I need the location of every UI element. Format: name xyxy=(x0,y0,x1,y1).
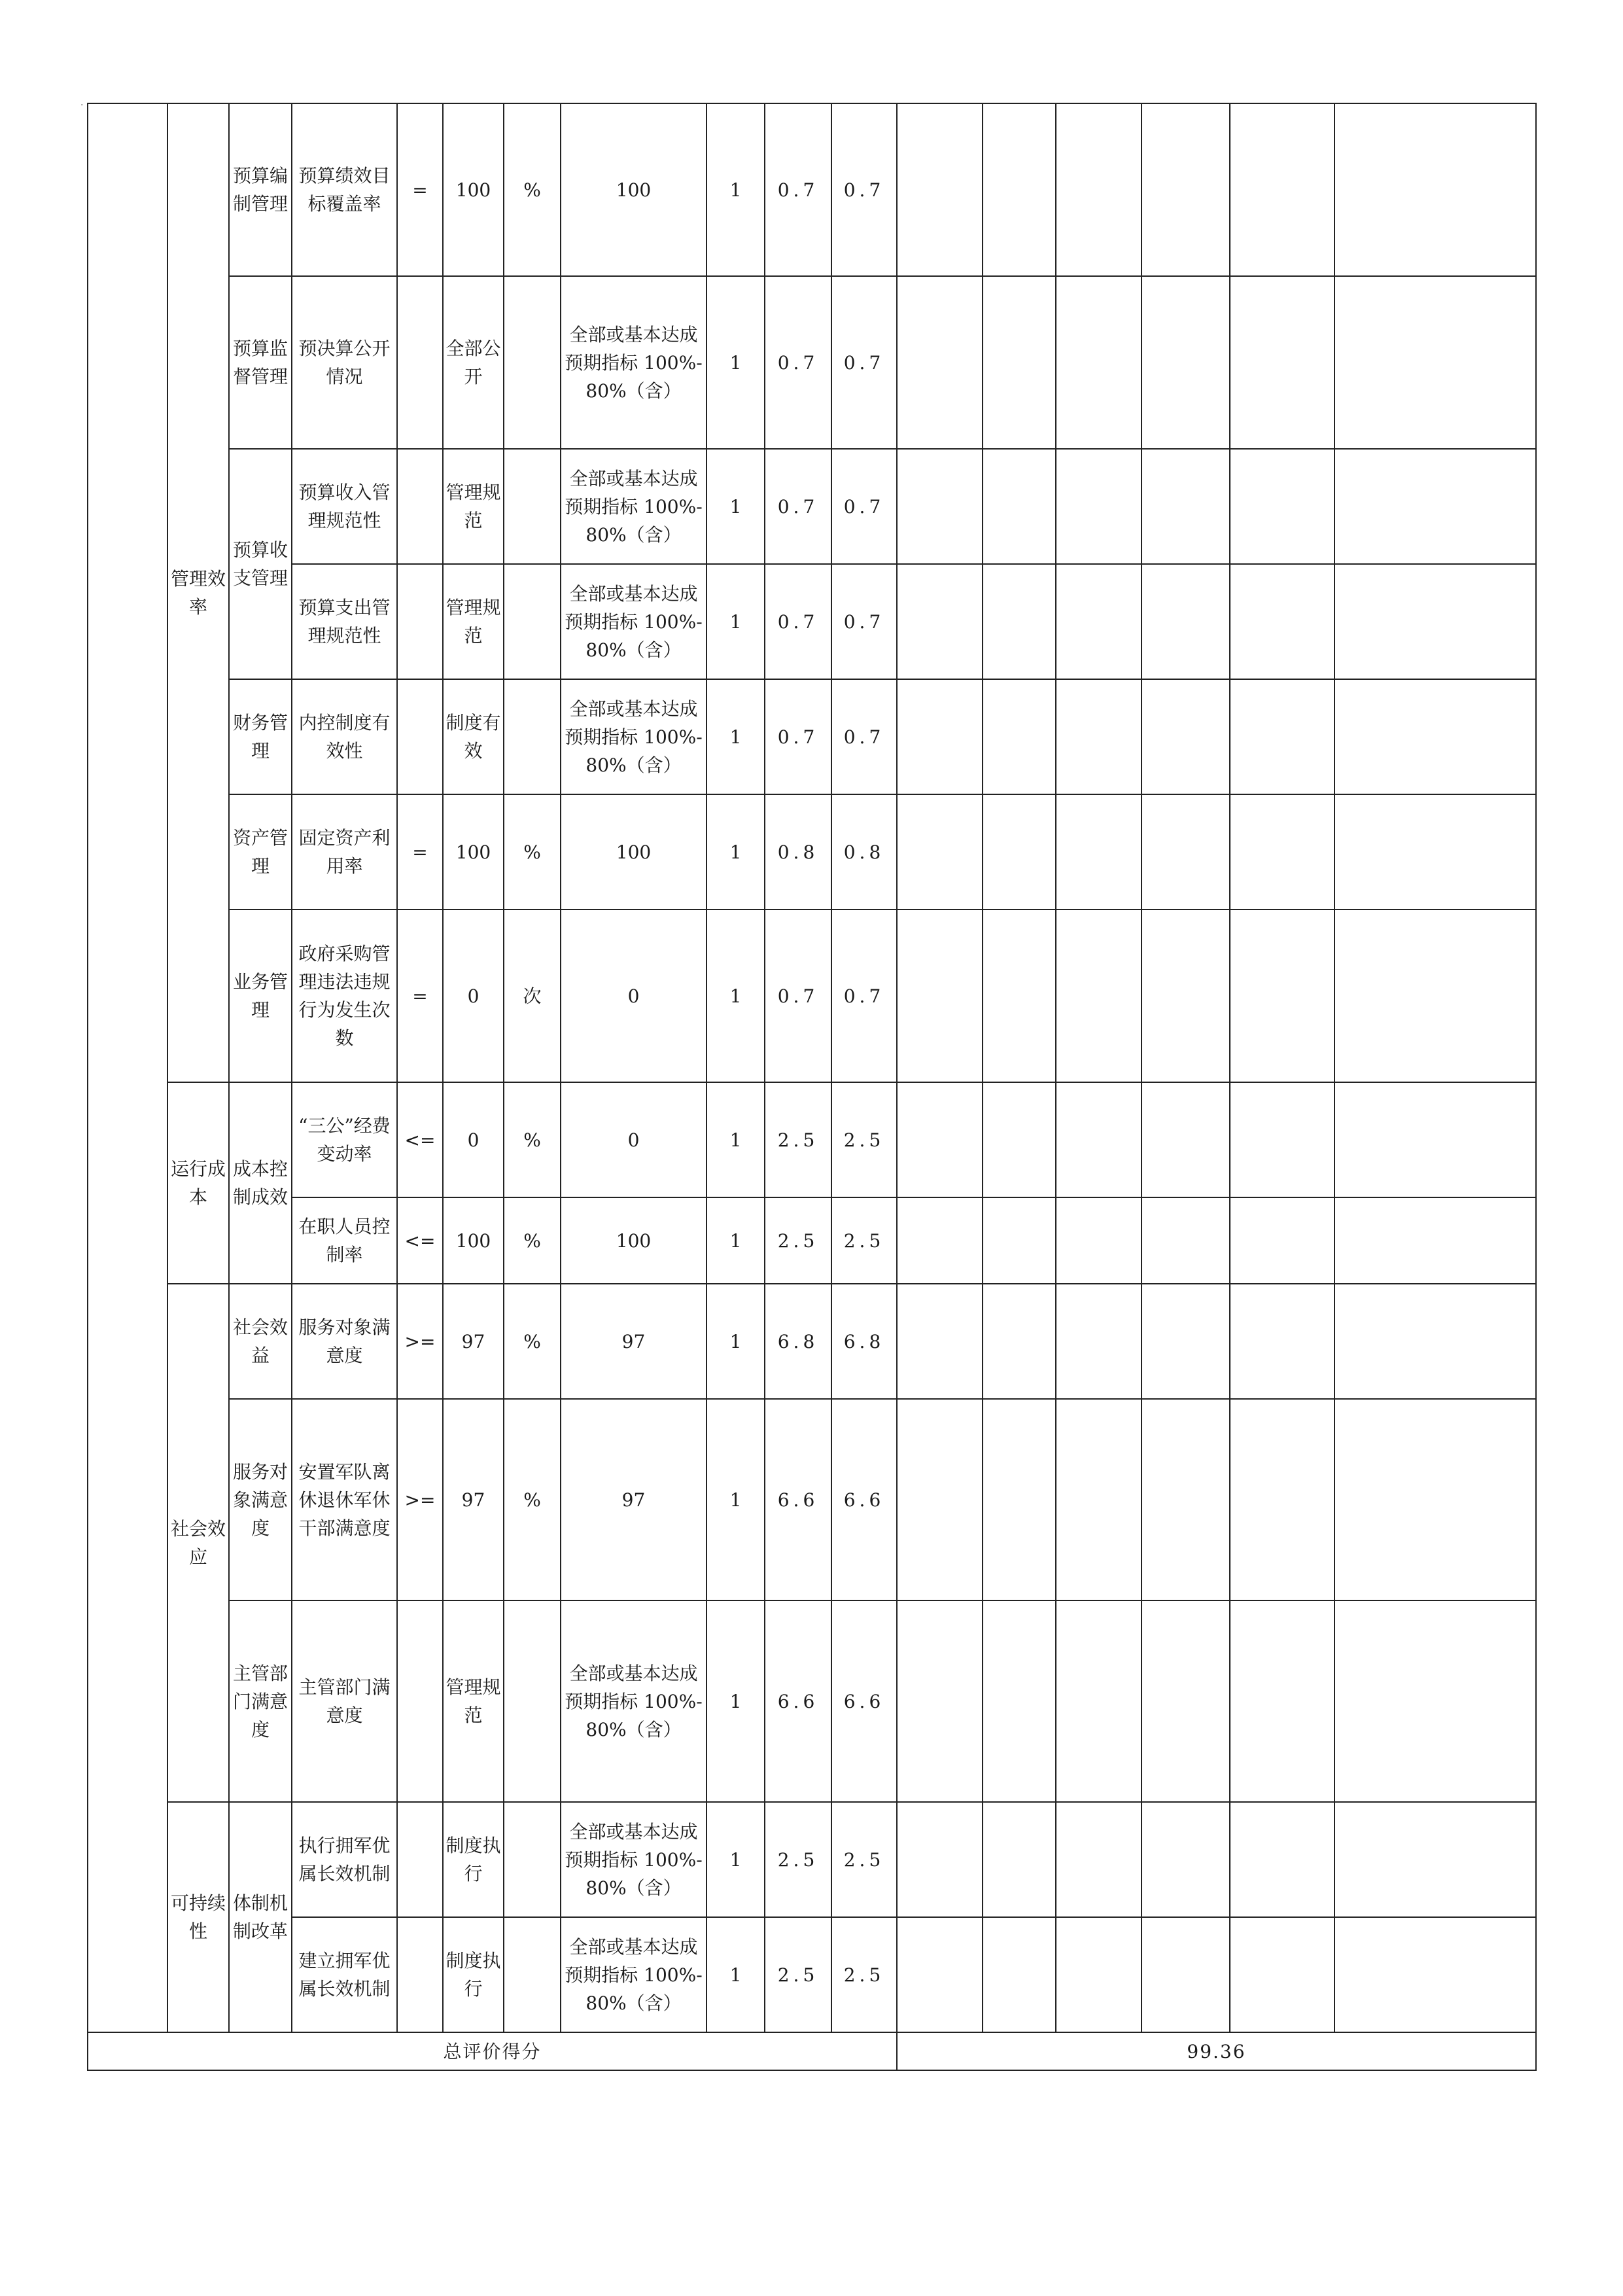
empty-cell xyxy=(897,1082,983,1197)
group-label-sustain: 可持续性 xyxy=(167,1802,229,2032)
table-row xyxy=(88,1600,1536,1802)
final-score-cell: 0.7 xyxy=(831,103,897,276)
empty-cell xyxy=(983,1802,1056,1917)
operator-cell: <= xyxy=(397,1197,443,1284)
operator-cell: >= xyxy=(397,1399,443,1600)
empty-cell xyxy=(1056,1082,1142,1197)
target-cell: 全部或基本达成预期指标 100%-80%（含） xyxy=(561,564,707,679)
level3-cell: 固定资产利用率 xyxy=(292,794,397,910)
target-cell: 0 xyxy=(561,910,707,1082)
target-cell: 100 xyxy=(561,103,707,276)
empty-cell xyxy=(1142,564,1230,679)
empty-cell xyxy=(897,564,983,679)
value-cell: 0 xyxy=(443,1082,504,1197)
final-score-cell: 0.8 xyxy=(831,794,897,910)
score-cell: 0.7 xyxy=(765,276,831,449)
weight-cell: 1 xyxy=(707,794,765,910)
value-cell: 97 xyxy=(443,1284,504,1399)
level3-cell: 在职人员控制率 xyxy=(292,1197,397,1284)
unit-cell: 次 xyxy=(504,910,561,1082)
target-cell: 全部或基本达成预期指标 100%-80%（含） xyxy=(561,1802,707,1917)
table-row xyxy=(88,276,1536,449)
empty-cell xyxy=(897,449,983,564)
empty-cell xyxy=(983,1082,1056,1197)
empty-cell xyxy=(1142,679,1230,794)
empty-cell xyxy=(1335,1917,1536,2032)
weight-cell: 1 xyxy=(707,1284,765,1399)
empty-cell xyxy=(1335,1802,1536,1917)
value-cell: 100 xyxy=(443,794,504,910)
level3-cell: 预算绩效目标覆盖率 xyxy=(292,103,397,276)
operator-cell: <= xyxy=(397,1082,443,1197)
score-cell: 0.7 xyxy=(765,910,831,1082)
table-row xyxy=(88,449,1536,564)
table-row xyxy=(88,1917,1536,2032)
empty-cell xyxy=(1056,1600,1142,1802)
empty-cell xyxy=(1230,910,1335,1082)
empty-cell xyxy=(1142,1917,1230,2032)
group-label-cost: 运行成本 xyxy=(167,1082,229,1284)
level2-cell: 财务管理 xyxy=(229,679,292,794)
value-cell: 97 xyxy=(443,1399,504,1600)
empty-cell xyxy=(1230,1917,1335,2032)
empty-cell xyxy=(1056,794,1142,910)
weight-cell: 1 xyxy=(707,1917,765,2032)
empty-cell xyxy=(897,1802,983,1917)
score-cell: 6.6 xyxy=(765,1399,831,1600)
score-cell: 2.5 xyxy=(765,1082,831,1197)
score-cell: 2.5 xyxy=(765,1802,831,1917)
operator-cell xyxy=(397,276,443,449)
score-cell: 0.7 xyxy=(765,564,831,679)
level3-cell: 服务对象满意度 xyxy=(292,1284,397,1399)
empty-cell xyxy=(1056,1917,1142,2032)
empty-cell xyxy=(897,1197,983,1284)
final-score-cell: 0.7 xyxy=(831,679,897,794)
weight-cell: 1 xyxy=(707,1082,765,1197)
value-cell: 100 xyxy=(443,1197,504,1284)
empty-cell xyxy=(983,1284,1056,1399)
empty-cell xyxy=(1335,1197,1536,1284)
empty-cell xyxy=(983,1399,1056,1600)
unit-cell xyxy=(504,1600,561,1802)
empty-cell xyxy=(1142,1284,1230,1399)
unit-cell: % xyxy=(504,794,561,910)
operator-cell: >= xyxy=(397,1284,443,1399)
empty-cell xyxy=(897,103,983,276)
level2-cell: 业务管理 xyxy=(229,910,292,1082)
weight-cell: 1 xyxy=(707,910,765,1082)
empty-cell xyxy=(1335,1284,1536,1399)
table-row xyxy=(88,910,1536,1082)
level3-cell: 执行拥军优属长效机制 xyxy=(292,1802,397,1917)
score-cell: 0.8 xyxy=(765,794,831,910)
operator-cell xyxy=(397,679,443,794)
empty-cell xyxy=(1056,449,1142,564)
empty-cell xyxy=(1230,276,1335,449)
table-row xyxy=(88,1399,1536,1600)
empty-cell xyxy=(897,1600,983,1802)
empty-cell xyxy=(1335,276,1536,449)
weight-cell: 1 xyxy=(707,564,765,679)
table-row xyxy=(88,1284,1536,1399)
empty-cell xyxy=(1056,910,1142,1082)
value-cell: 制度有效 xyxy=(443,679,504,794)
level2-cell: 主管部门满意度 xyxy=(229,1600,292,1802)
empty-cell xyxy=(897,794,983,910)
target-cell: 97 xyxy=(561,1399,707,1600)
empty-cell xyxy=(983,1197,1056,1284)
unit-cell: % xyxy=(504,103,561,276)
total-row xyxy=(88,2032,1536,2070)
final-score-cell: 2.5 xyxy=(831,1082,897,1197)
score-cell: 0.7 xyxy=(765,103,831,276)
target-cell: 全部或基本达成预期指标 100%-80%（含） xyxy=(561,679,707,794)
empty-cell xyxy=(983,910,1056,1082)
target-cell: 全部或基本达成预期指标 100%-80%（含） xyxy=(561,449,707,564)
operator-cell xyxy=(397,449,443,564)
empty-cell xyxy=(1335,1600,1536,1802)
level2-cell: 预算编制管理 xyxy=(229,103,292,276)
score-cell: 2.5 xyxy=(765,1197,831,1284)
empty-cell xyxy=(1335,679,1536,794)
empty-cell xyxy=(983,449,1056,564)
score-cell: 0.7 xyxy=(765,679,831,794)
empty-cell xyxy=(983,1917,1056,2032)
table-row xyxy=(88,1082,1536,1197)
level3-cell: “三公”经费变动率 xyxy=(292,1082,397,1197)
empty-cell xyxy=(983,103,1056,276)
top-mark: . xyxy=(80,97,84,108)
target-cell: 全部或基本达成预期指标 100%-80%（含） xyxy=(561,276,707,449)
target-cell: 100 xyxy=(561,794,707,910)
empty-cell xyxy=(983,679,1056,794)
score-cell: 2.5 xyxy=(765,1917,831,2032)
empty-cell xyxy=(1142,1600,1230,1802)
level2-cell: 资产管理 xyxy=(229,794,292,910)
weight-cell: 1 xyxy=(707,1197,765,1284)
final-score-cell: 0.7 xyxy=(831,449,897,564)
table-row xyxy=(88,103,1536,276)
empty-cell xyxy=(1142,449,1230,564)
level3-cell: 预算支出管理规范性 xyxy=(292,564,397,679)
group-label-mgmt: 管理效率 xyxy=(167,103,229,1082)
empty-cell xyxy=(1335,564,1536,679)
level3-cell: 安置军队离休退休军休干部满意度 xyxy=(292,1399,397,1600)
level3-cell: 预算收入管理规范性 xyxy=(292,449,397,564)
empty-cell xyxy=(1056,1802,1142,1917)
operator-cell xyxy=(397,1917,443,2032)
weight-cell: 1 xyxy=(707,449,765,564)
empty-cell xyxy=(1056,1197,1142,1284)
unit-cell xyxy=(504,1917,561,2032)
empty-cell xyxy=(1056,679,1142,794)
level3-cell: 政府采购管理违法违规行为发生次数 xyxy=(292,910,397,1082)
empty-cell xyxy=(1056,1284,1142,1399)
score-cell: 6.8 xyxy=(765,1284,831,1399)
empty-cell xyxy=(983,794,1056,910)
operator-cell: = xyxy=(397,103,443,276)
empty-cell xyxy=(1142,1082,1230,1197)
unit-cell: % xyxy=(504,1082,561,1197)
empty-cell xyxy=(1056,103,1142,276)
table-row xyxy=(88,564,1536,679)
value-cell: 管理规范 xyxy=(443,1600,504,1802)
empty-cell xyxy=(1230,794,1335,910)
weight-cell: 1 xyxy=(707,276,765,449)
unit-cell xyxy=(504,564,561,679)
empty-cell xyxy=(1335,1082,1536,1197)
empty-cell xyxy=(1056,1399,1142,1600)
table-row xyxy=(88,794,1536,910)
level2-cell: 体制机制改革 xyxy=(229,1802,292,2032)
evaluation-table xyxy=(87,103,1537,2071)
operator-cell xyxy=(397,1600,443,1802)
final-score-cell: 2.5 xyxy=(831,1917,897,2032)
empty-cell xyxy=(1230,1082,1335,1197)
empty-cell xyxy=(897,276,983,449)
empty-cell xyxy=(983,1600,1056,1802)
level2-cell: 预算监督管理 xyxy=(229,276,292,449)
empty-cell xyxy=(1230,449,1335,564)
empty-cell xyxy=(1056,564,1142,679)
empty-cell xyxy=(1230,1284,1335,1399)
empty-cell xyxy=(1230,679,1335,794)
unit-cell: % xyxy=(504,1197,561,1284)
final-score-cell: 2.5 xyxy=(831,1802,897,1917)
empty-cell xyxy=(983,276,1056,449)
table-row xyxy=(88,1197,1536,1284)
empty-cell xyxy=(897,910,983,1082)
total-label: 总评价得分 xyxy=(88,2032,897,2070)
level2-cell: 服务对象满意度 xyxy=(229,1399,292,1600)
weight-cell: 1 xyxy=(707,1802,765,1917)
empty-cell xyxy=(1142,1197,1230,1284)
empty-cell xyxy=(1335,449,1536,564)
empty-cell xyxy=(897,1399,983,1600)
table-row xyxy=(88,1802,1536,1917)
final-score-cell: 6.6 xyxy=(831,1600,897,1802)
empty-cell xyxy=(897,1284,983,1399)
value-cell: 0 xyxy=(443,910,504,1082)
final-score-cell: 6.8 xyxy=(831,1284,897,1399)
empty-cell xyxy=(983,564,1056,679)
value-cell: 管理规范 xyxy=(443,449,504,564)
level3-cell: 内控制度有效性 xyxy=(292,679,397,794)
empty-cell xyxy=(1230,103,1335,276)
empty-cell xyxy=(1230,564,1335,679)
unit-cell: % xyxy=(504,1284,561,1399)
operator-cell xyxy=(397,564,443,679)
unit-cell xyxy=(504,276,561,449)
value-cell: 全部公开 xyxy=(443,276,504,449)
final-score-cell: 0.7 xyxy=(831,564,897,679)
weight-cell: 1 xyxy=(707,1600,765,1802)
level2-cell: 成本控制成效 xyxy=(229,1082,292,1284)
level3-cell: 主管部门满意度 xyxy=(292,1600,397,1802)
final-score-cell: 2.5 xyxy=(831,1197,897,1284)
empty-cell xyxy=(1056,276,1142,449)
operator-cell: = xyxy=(397,910,443,1082)
final-score-cell: 0.7 xyxy=(831,910,897,1082)
empty-cell xyxy=(1335,794,1536,910)
empty-cell xyxy=(1335,103,1536,276)
operator-cell: = xyxy=(397,794,443,910)
group-label-social: 社会效应 xyxy=(167,1284,229,1802)
unit-cell xyxy=(504,449,561,564)
final-score-cell: 6.6 xyxy=(831,1399,897,1600)
empty-cell xyxy=(1142,276,1230,449)
empty-cell xyxy=(1142,910,1230,1082)
level1-cell xyxy=(88,103,167,2032)
empty-cell xyxy=(897,1917,983,2032)
level2-cell: 社会效益 xyxy=(229,1284,292,1399)
value-cell: 100 xyxy=(443,103,504,276)
target-cell: 全部或基本达成预期指标 100%-80%（含） xyxy=(561,1600,707,1802)
empty-cell xyxy=(1230,1197,1335,1284)
score-cell: 6.6 xyxy=(765,1600,831,1802)
level2-cell: 预算收支管理 xyxy=(229,449,292,679)
empty-cell xyxy=(1230,1802,1335,1917)
weight-cell: 1 xyxy=(707,679,765,794)
total-value: 99.36 xyxy=(897,2032,1536,2070)
level3-cell: 建立拥军优属长效机制 xyxy=(292,1917,397,2032)
value-cell: 管理规范 xyxy=(443,564,504,679)
value-cell: 制度执行 xyxy=(443,1917,504,2032)
empty-cell xyxy=(1335,910,1536,1082)
level3-cell: 预决算公开情况 xyxy=(292,276,397,449)
empty-cell xyxy=(1335,1399,1536,1600)
target-cell: 全部或基本达成预期指标 100%-80%（含） xyxy=(561,1917,707,2032)
score-cell: 0.7 xyxy=(765,449,831,564)
table-row xyxy=(88,679,1536,794)
weight-cell: 1 xyxy=(707,1399,765,1600)
unit-cell xyxy=(504,679,561,794)
unit-cell: % xyxy=(504,1399,561,1600)
empty-cell xyxy=(1142,1399,1230,1600)
final-score-cell: 0.7 xyxy=(831,276,897,449)
target-cell: 0 xyxy=(561,1082,707,1197)
value-cell: 制度执行 xyxy=(443,1802,504,1917)
empty-cell xyxy=(1142,1802,1230,1917)
empty-cell xyxy=(1230,1399,1335,1600)
unit-cell xyxy=(504,1802,561,1917)
operator-cell xyxy=(397,1802,443,1917)
target-cell: 100 xyxy=(561,1197,707,1284)
empty-cell xyxy=(1142,794,1230,910)
weight-cell: 1 xyxy=(707,103,765,276)
empty-cell xyxy=(897,679,983,794)
empty-cell xyxy=(1230,1600,1335,1802)
empty-cell xyxy=(1142,103,1230,276)
target-cell: 97 xyxy=(561,1284,707,1399)
